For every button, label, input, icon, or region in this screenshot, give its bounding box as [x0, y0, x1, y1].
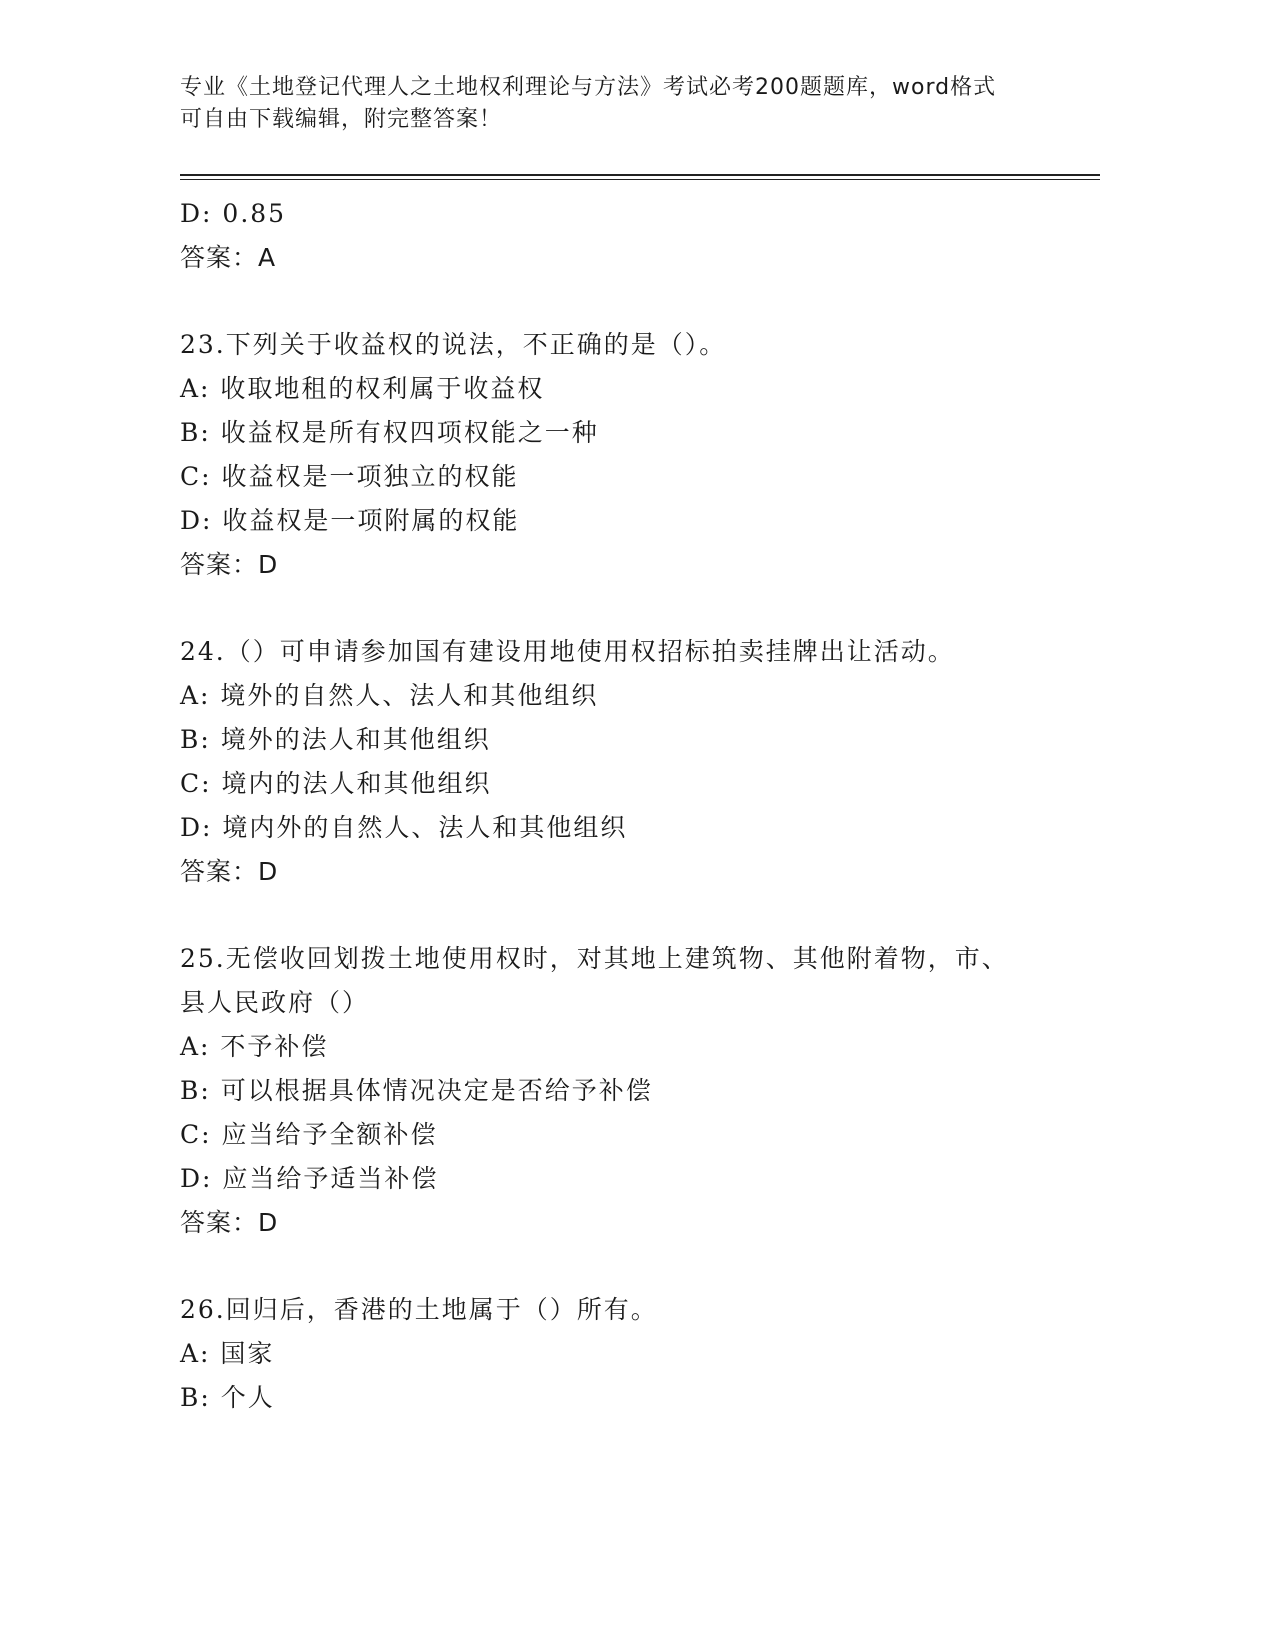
option-b: B: 境外的法人和其他组织: [180, 725, 491, 754]
question-24: [180, 630, 1080, 894]
question-stem-line-1: 25.无偿收回划拨土地使用权时，对其地上建筑物、其他附着物，市、: [180, 944, 1009, 973]
option-a: A: 境外的自然人、法人和其他组织: [180, 681, 599, 710]
option-b: B: 可以根据具体情况决定是否给予补偿: [180, 1076, 653, 1105]
question-26: [180, 1288, 1080, 1420]
document-header: [180, 72, 1080, 136]
question-list: [180, 192, 1080, 1420]
option-a: A: 国家: [180, 1339, 275, 1368]
option-c: C: 境内的法人和其他组织: [180, 769, 492, 798]
option-b: B: 个人: [180, 1383, 275, 1412]
answer: 答案：A: [180, 243, 277, 272]
answer: 答案：D: [180, 857, 279, 886]
question-23: [180, 323, 1080, 587]
option-c: C: 应当给予全额补偿: [180, 1120, 438, 1149]
question-stem: 26.回归后，香港的土地属于（）所有。: [180, 1295, 658, 1324]
option-d: D: 0.85: [180, 199, 287, 228]
question-22-tail: [180, 192, 1080, 280]
option-b: B: 收益权是所有权四项权能之一种: [180, 418, 599, 447]
option-d: D: 应当给予适当补偿: [180, 1164, 439, 1193]
header-line-2: 可自由下载编辑，附完整答案！: [180, 107, 503, 132]
question-stem-line-2: 县人民政府（）: [180, 988, 370, 1017]
option-d: D: 境内外的自然人、法人和其他组织: [180, 813, 628, 842]
question-stem: 24.（）可申请参加国有建设用地使用权招标拍卖挂牌出让活动。: [180, 637, 955, 666]
question-stem: 23.下列关于收益权的说法，不正确的是（）。: [180, 330, 727, 359]
header-line-1: 专业《土地登记代理人之土地权利理论与方法》考试必考200题题库，word格式: [180, 75, 997, 100]
header-divider-thin: [180, 179, 1100, 180]
answer: 答案：D: [180, 550, 279, 579]
option-d: D: 收益权是一项附属的权能: [180, 506, 520, 535]
option-a: A: 不予补偿: [180, 1032, 329, 1061]
option-c: C: 收益权是一项独立的权能: [180, 462, 519, 491]
question-25: [180, 937, 1080, 1245]
answer: 答案：D: [180, 1208, 279, 1237]
header-divider-thick: [180, 174, 1100, 176]
option-a: A: 收取地租的权利属于收益权: [180, 374, 545, 403]
